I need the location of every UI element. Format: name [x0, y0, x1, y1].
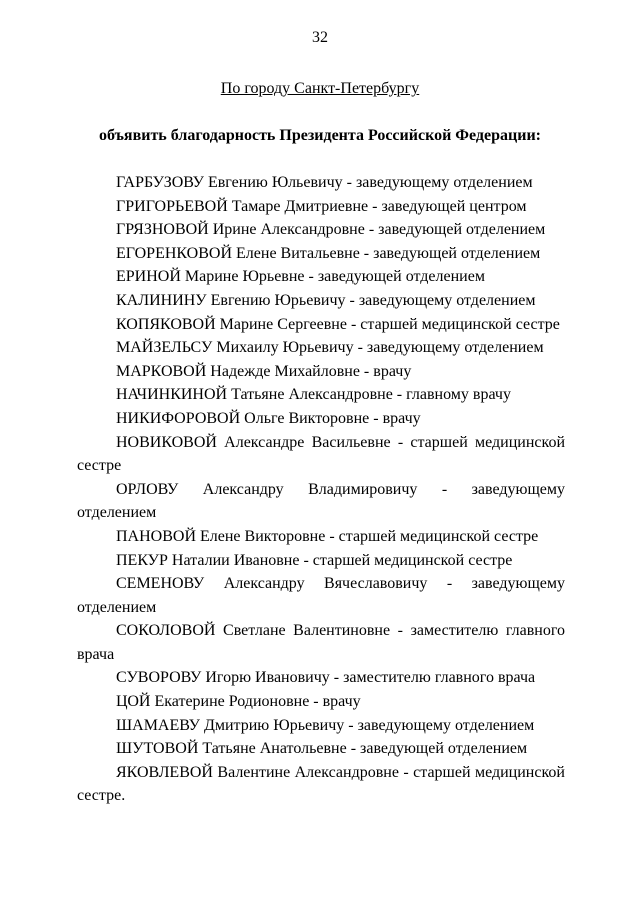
awardee-entry: НОВИКОВОЙ Александре Васильевне - старшей медицинской сестре: [77, 433, 565, 475]
awardee-entry: ШУТОВОЙ Татьяне Анатольевне - заведующей отделением: [116, 740, 528, 758]
section-title: По городу Санкт-Петербургу: [220, 80, 420, 97]
awardee-entry: ГРЯЗНОВОЙ Ирине Александровне - заведующей отделением: [116, 221, 546, 239]
awardee-entry: ЯКОВЛЕВОЙ Валентине Александровне - старшей медицинской сестре.: [77, 763, 565, 805]
awardee-entry: ПЕКУР Наталии Ивановне - старшей медицинской сестре: [116, 551, 513, 569]
awardee-entry: ГАРБУЗОВУ Евгению Юльевичу - заведующему отделением: [116, 174, 533, 191]
awardee-entry: ЦОЙ Екатерине Родионовне - врачу: [116, 693, 361, 711]
awardee-entry: КОПЯКОВОЙ Марине Сергеевне - старшей медицинской сестре: [116, 315, 560, 333]
awardee-entry: ОРЛОВУ Александру Владимировичу - заведующему отделением: [77, 480, 565, 522]
awardee-entry: ГРИГОРЬЕВОЙ Тамаре Дмитриевне - заведующей центром: [116, 197, 527, 215]
awardee-entry: ПАНОВОЙ Елене Викторовне - старшей медицинской сестре: [116, 527, 539, 545]
awardee-entry: МАЙЗЕЛЬСУ Михаилу Юрьевичу - заведующему отделением: [116, 339, 544, 357]
awardee-entry: ШАМАЕВУ Дмитрию Юрьевичу - заведующему отделением: [116, 716, 535, 734]
awardee-entry: СОКОЛОВОЙ Светлане Валентиновне - заместителю главного врача: [77, 622, 565, 663]
awardee-entry: ЕГОРЕНКОВОЙ Елене Витальевне - заведующей отделением: [116, 244, 541, 262]
awardee-entry: СЕМЕНОВУ Александру Вячеславовичу - заведующему отделением: [77, 575, 565, 616]
awardee-entry: НАЧИНКИНОЙ Татьяне Александровне - главному врачу: [116, 386, 511, 404]
awardee-entry: СУВОРОВУ Игорю Ивановичу - заместителю главного врача: [116, 669, 536, 687]
awardee-entry: КАЛИНИНУ Евгению Юрьевичу - заведующему отделением: [116, 291, 536, 309]
page-number: 32: [312, 29, 328, 46]
awardee-entry: НИКИФОРОВОЙ Ольге Викторовне - врачу: [116, 409, 421, 427]
awardee-entry: МАРКОВОЙ Надежде Михайловне - врачу: [116, 362, 412, 380]
awardee-list: [77, 171, 565, 808]
decree-heading: объявить благодарность Президента Российской Федерации:: [99, 127, 541, 144]
awardee-entry: ЕРИНОЙ Марине Юрьевне - заведующей отделением: [116, 268, 485, 286]
